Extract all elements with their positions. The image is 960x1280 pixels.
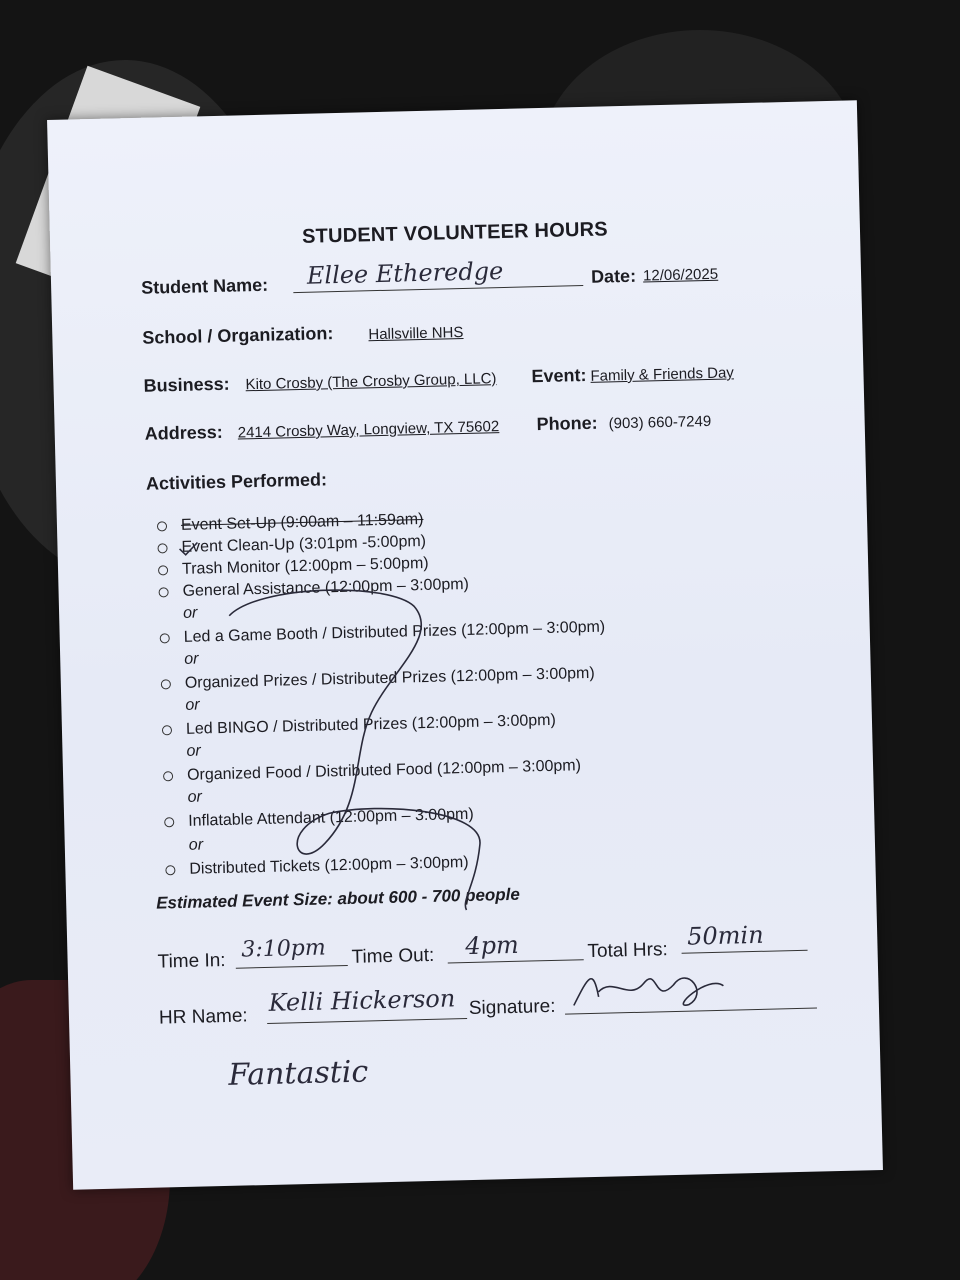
activity-label: Organized Food / Distributed Food (12:00pm – 3:00pm) <box>186 757 582 784</box>
radio-bullet <box>163 771 173 781</box>
activities-label: Activities Performed: <box>145 469 328 494</box>
phone-label: Phone: <box>536 412 598 435</box>
signature-label: Signature: <box>468 995 556 1020</box>
activity-label: Trash Monitor (12:00pm – 5:00pm) <box>181 554 429 578</box>
or-separator: or <box>182 604 198 622</box>
activity-item <box>162 712 556 740</box>
activities-list <box>157 502 797 878</box>
student-name-handwriting: Ellee Etheredge <box>306 256 504 290</box>
activity-label: Led BINGO / Distributed Prizes (12:00pm – 3:00pm) <box>185 711 557 738</box>
radio-bullet <box>164 817 174 827</box>
date-value: 12/06/2025 <box>642 265 719 285</box>
time-in-line <box>235 935 348 969</box>
form-title: STUDENT VOLUNTEER HOURS <box>301 218 609 248</box>
hr-name-handwriting: Kelli Hickerson <box>268 984 456 1017</box>
radio-bullet <box>158 565 168 575</box>
time-out-label: Time Out: <box>351 944 435 968</box>
hr-name-line <box>266 984 467 1024</box>
activity-item <box>165 854 469 879</box>
activity-item <box>160 619 606 648</box>
comment-handwriting: Fantastic <box>228 1054 369 1093</box>
activity-item <box>158 555 429 580</box>
school-value: Hallsville NHS <box>368 323 464 344</box>
or-separator: or <box>186 742 201 760</box>
phone-value: (903) 660-7249 <box>608 412 712 433</box>
estimated-event-size: Estimated Event Size: about 600 - 700 people <box>155 884 521 913</box>
time-out-handwriting: 4pm <box>465 930 520 961</box>
student-name-label: Student Name: <box>140 274 269 298</box>
school-label: School / Organization: <box>142 323 334 348</box>
address-label: Address: <box>144 421 223 444</box>
activity-label: Event Clean-Up (3:01pm -5:00pm) <box>181 532 427 556</box>
radio-bullet <box>157 521 167 531</box>
time-out-line <box>447 929 584 963</box>
total-hrs-handwriting: 50min <box>686 920 764 951</box>
activity-item <box>161 665 595 694</box>
activity-item <box>163 757 581 785</box>
activity-label: Organized Prizes / Distributed Prizes (12:00pm – 3:00pm) <box>184 664 595 692</box>
event-label: Event: <box>531 364 587 387</box>
or-separator: or <box>187 788 203 806</box>
activity-label: Distributed Tickets (12:00pm – 3:00pm) <box>189 853 469 878</box>
total-hrs-label: Total Hrs: <box>587 939 669 963</box>
activity-item <box>164 806 474 832</box>
total-hrs-line <box>681 920 808 954</box>
business-label: Business: <box>143 373 230 396</box>
time-in-label: Time In: <box>157 949 226 973</box>
business-value: Kito Crosby (The Crosby Group, LLC) <box>245 370 497 394</box>
activity-item <box>157 533 426 558</box>
date-label: Date: <box>590 265 637 287</box>
volunteer-form-sheet <box>47 100 883 1189</box>
activity-label: Led a Game Booth / Distributed Prizes (12:00pm – 3:00pm) <box>183 618 606 646</box>
radio-bullet-checked <box>157 543 167 553</box>
activity-item <box>158 576 469 602</box>
or-separator: or <box>184 650 199 668</box>
address-value: 2414 Crosby Way, Longview, TX 75602 <box>237 418 500 442</box>
activity-label: Event Set-Up (9:00am – 11:59am) <box>180 510 424 534</box>
radio-bullet <box>161 679 171 689</box>
event-value: Family & Friends Day <box>590 364 735 385</box>
or-separator: or <box>185 696 200 714</box>
radio-bullet <box>160 633 170 643</box>
or-separator: or <box>188 836 204 854</box>
activity-item <box>157 511 424 536</box>
activity-label: Inflatable Attendant (12:00pm – 3:00pm) <box>188 805 474 830</box>
radio-bullet <box>162 725 172 735</box>
time-in-handwriting: 3:10pm <box>241 935 327 963</box>
hr-name-label: HR Name: <box>158 1005 248 1029</box>
activity-label: General Assistance (12:00pm – 3:00pm) <box>182 575 470 600</box>
signature-line <box>564 974 817 1015</box>
radio-bullet <box>165 865 175 875</box>
student-name-line <box>293 255 584 293</box>
radio-bullet <box>158 587 168 597</box>
